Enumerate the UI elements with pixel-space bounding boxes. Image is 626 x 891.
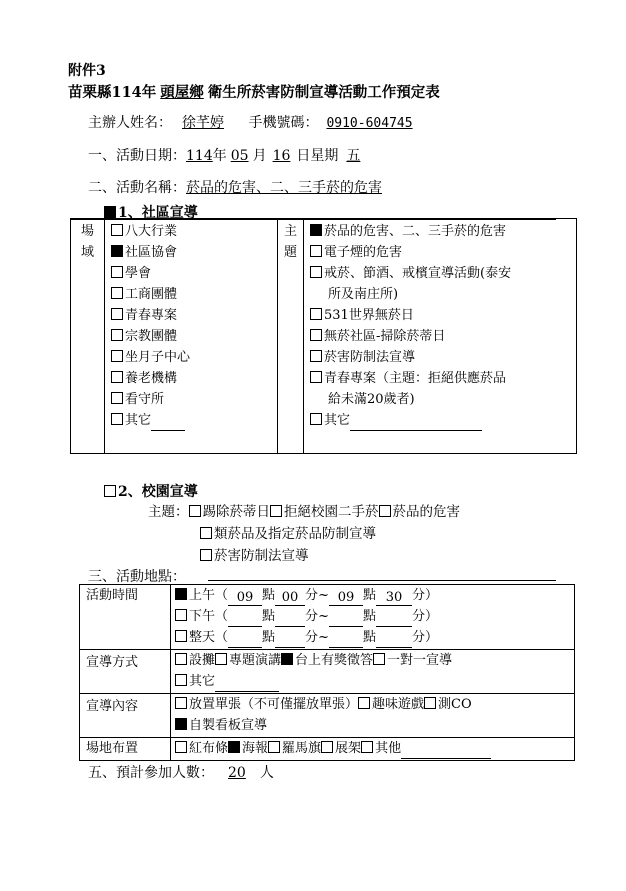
community-table	[70, 218, 577, 454]
time-slot[interactable]	[171, 606, 574, 627]
layout-label-text: 其他	[375, 741, 402, 756]
venue-label-text: 養老機構	[125, 371, 178, 386]
topic-checkbox[interactable]	[310, 245, 322, 257]
topic-checkbox[interactable]	[310, 224, 322, 236]
annex-label: 附件3	[68, 63, 106, 79]
time-slot-checkbox[interactable]	[175, 588, 187, 600]
campus-option-label: 拒絕校園二手菸	[284, 504, 379, 520]
method-other-blank[interactable]	[215, 677, 279, 692]
method-label-text: 一對一宣導	[387, 653, 453, 668]
topic-item[interactable]	[304, 347, 576, 368]
campus-option-label: 踢除菸蒂日	[202, 504, 270, 520]
campus-option-checkbox[interactable]	[379, 505, 391, 517]
topic-label-text: 電子煙的危害	[324, 245, 403, 260]
method-checkbox[interactable]	[175, 674, 187, 686]
venue-item[interactable]	[105, 326, 277, 347]
venue-label-text: 其它	[125, 413, 152, 428]
method-label: 宣導方式	[86, 655, 139, 670]
campus-option-label: 類菸品及指定菸品防制宣導	[214, 526, 376, 542]
topic-label-text: 戒菸、節酒、戒檳宣導活動(泰安	[324, 266, 512, 281]
content-label-text: 測CO	[438, 697, 472, 712]
location-blank[interactable]	[208, 580, 556, 581]
content-checkbox[interactable]	[175, 697, 187, 709]
venue-label-text: 八大行業	[125, 224, 178, 239]
end-hour[interactable]	[329, 611, 363, 627]
method-checkbox[interactable]	[281, 653, 293, 665]
minute-unit: 分	[305, 609, 319, 624]
hour-unit: 點	[362, 609, 376, 624]
venue-item[interactable]	[105, 347, 277, 368]
venue-label-text: 宗教團體	[125, 329, 178, 344]
venue-label-text: 工商團體	[125, 287, 178, 302]
layout-checkbox[interactable]	[175, 741, 187, 753]
activity-name-line: 二、活動名稱：菸品的危害、二、三手菸的危害	[88, 177, 410, 197]
organizer-line: 主辦人姓名： 徐芊婷 手機號碼： 0910-604745	[88, 112, 423, 132]
end-minute[interactable]	[376, 611, 412, 627]
method-checkbox[interactable]	[215, 653, 227, 665]
content-checkbox[interactable]	[358, 697, 370, 709]
time-slot-label: 下午	[189, 609, 216, 624]
hour-unit: 點	[262, 630, 276, 645]
layout-checkbox[interactable]	[268, 741, 280, 753]
topics-list	[304, 219, 577, 454]
minute-unit: 分	[411, 630, 425, 645]
date-day: 16	[272, 148, 291, 164]
date-year: 114	[186, 148, 213, 164]
time-slot-checkbox[interactable]	[175, 630, 187, 642]
layout-options	[171, 738, 575, 761]
date-month: 05	[230, 148, 249, 164]
content-checkbox[interactable]	[424, 697, 436, 709]
layout-checkbox[interactable]	[321, 741, 333, 753]
layout-label-text: 海報	[242, 741, 269, 756]
paren: （	[215, 588, 229, 603]
end-minute[interactable]: 30	[376, 590, 412, 606]
layout-checkbox[interactable]	[361, 741, 373, 753]
time-label: 活動時間	[86, 588, 139, 603]
topic-checkbox[interactable]	[310, 413, 322, 425]
topic-checkbox[interactable]	[310, 266, 322, 278]
venue-item[interactable]	[105, 221, 277, 242]
schedule-table	[79, 584, 575, 761]
venue-item[interactable]	[105, 284, 277, 305]
tilde: ~	[318, 588, 329, 603]
content-label-text: 放置單張（不可僅擺放單張）	[189, 697, 359, 712]
topic-item[interactable]	[304, 326, 576, 347]
layout-label-text: 羅馬旗	[282, 741, 322, 756]
topic-label-text: 531世界無菸日	[324, 308, 414, 323]
topic-label: 主 題	[283, 224, 297, 260]
venue-label: 場 域	[80, 224, 94, 260]
topic-checkbox[interactable]	[310, 350, 322, 362]
venue-item[interactable]	[105, 368, 277, 389]
topic-label-text: 無菸社區-掃除菸蒂日	[324, 329, 446, 344]
venue-label-text: 學會	[125, 266, 152, 281]
layout-checkbox[interactable]	[228, 741, 240, 753]
campus-checkbox[interactable]	[104, 485, 116, 497]
start-hour[interactable]: 09	[228, 590, 262, 606]
venue-label-text: 青春專案	[125, 308, 178, 323]
venues-list	[105, 219, 278, 454]
participants-count: 20	[228, 765, 246, 781]
campus-option-label: 菸品的危害	[392, 504, 460, 520]
activity-name-value: 菸品的危害、二、三手菸的危害	[186, 180, 382, 196]
start-hour[interactable]	[228, 611, 262, 627]
venue-checkbox[interactable]	[111, 329, 123, 341]
layout-label-text: 紅布條	[189, 741, 229, 756]
content-checkbox[interactable]	[175, 718, 187, 730]
topic-other-blank[interactable]	[350, 416, 482, 431]
venue-checkbox[interactable]	[111, 266, 123, 278]
venue-item[interactable]	[105, 305, 277, 326]
venue-item[interactable]	[105, 389, 277, 410]
topic-checkbox[interactable]	[310, 371, 322, 383]
paren: ）	[425, 588, 439, 603]
layout-other-blank[interactable]	[401, 744, 491, 759]
end-hour[interactable]	[329, 632, 363, 648]
topic-label-text: 青春專案（主題：拒絕供應菸品	[324, 371, 507, 386]
venue-item[interactable]	[105, 242, 277, 263]
campus-option-checkbox[interactable]	[189, 505, 201, 517]
topic-item[interactable]	[304, 242, 576, 263]
time-slot[interactable]	[171, 585, 574, 606]
campus-option-checkbox[interactable]	[270, 505, 282, 517]
content-options	[171, 694, 575, 738]
topic-item[interactable]	[304, 263, 576, 284]
topic-checkbox[interactable]	[310, 329, 322, 341]
venue-checkbox[interactable]	[111, 413, 123, 425]
tilde: ~	[318, 630, 329, 645]
method-options	[171, 650, 575, 694]
organizer-phone: 0910-604745	[326, 116, 413, 131]
venue-checkbox[interactable]	[111, 371, 123, 383]
start-minute[interactable]	[275, 611, 305, 627]
hour-unit: 點	[262, 609, 276, 624]
organizer-name: 徐芊婷	[182, 115, 224, 131]
method-label-text: 其它	[189, 674, 216, 689]
minute-unit: 分	[411, 588, 425, 603]
venue-checkbox[interactable]	[111, 287, 123, 299]
venue-item[interactable]	[105, 410, 277, 431]
time-slots	[171, 585, 575, 650]
topic-label-text: 其它	[324, 413, 351, 428]
venue-item[interactable]	[105, 263, 277, 284]
content-label-text: 自製看板宣導	[189, 718, 268, 733]
paren: ）	[425, 609, 439, 624]
hour-unit: 點	[362, 630, 376, 645]
venue-label-text: 坐月子中心	[125, 350, 191, 365]
participants-line: 五、預計參加人數： 20 人	[88, 765, 274, 781]
time-slot-label: 上午	[189, 588, 216, 603]
minute-unit: 分	[411, 609, 425, 624]
venue-other-blank[interactable]	[151, 416, 185, 431]
venue-checkbox[interactable]	[111, 392, 123, 404]
date-line: 一、活動日期：114年 05 月 16 日星期 五	[88, 145, 368, 165]
topic-label-text: 菸害防制法宣導	[324, 350, 416, 365]
venue-label-text: 看守所	[125, 392, 165, 407]
minute-unit: 分	[305, 588, 319, 603]
campus-heading: 2、校園宣導	[104, 481, 198, 501]
start-minute[interactable]: 00	[275, 590, 305, 606]
campus-option-checkbox[interactable]	[200, 527, 212, 539]
topic-label-text: 給未滿20歲者)	[328, 392, 415, 407]
topic-item-continued	[304, 389, 576, 410]
start-hour[interactable]	[228, 632, 262, 648]
method-checkbox[interactable]	[175, 653, 187, 665]
method-label-text: 專題演講	[229, 653, 282, 668]
start-minute[interactable]	[275, 632, 305, 648]
topic-checkbox[interactable]	[310, 308, 322, 320]
method-label-text: 設攤	[189, 653, 216, 668]
community-heading: 1、社區宣導	[104, 202, 198, 222]
hour-unit: 點	[262, 588, 276, 603]
venue-checkbox[interactable]	[111, 245, 123, 257]
paren: ）	[425, 630, 439, 645]
community-checkbox[interactable]	[104, 206, 116, 218]
venue-label-text: 社區協會	[125, 245, 178, 260]
time-slot-checkbox[interactable]	[175, 609, 187, 621]
paren: （	[215, 609, 229, 624]
time-slot-label: 整天	[189, 630, 216, 645]
content-label: 宣導內容	[86, 699, 139, 714]
topic-item[interactable]	[304, 221, 576, 242]
page-title: 苗栗縣114年 頭屋鄉 衛生所菸害防制宣導活動工作預定表	[68, 84, 440, 101]
campus-option-checkbox[interactable]	[200, 549, 212, 561]
hour-unit: 點	[362, 588, 376, 603]
method-label-text: 台上有獎徵答	[295, 653, 374, 668]
topic-label-text: 所及南庄所)	[328, 287, 399, 302]
topic-label-text: 菸品的危害、二、三手菸的危害	[324, 224, 507, 239]
date-weekday: 五	[346, 148, 361, 164]
method-checkbox[interactable]	[373, 653, 385, 665]
end-hour[interactable]: 09	[329, 590, 363, 606]
end-minute[interactable]	[376, 632, 412, 648]
venue-checkbox[interactable]	[111, 350, 123, 362]
layout-label: 場地布置	[86, 741, 139, 756]
topic-item[interactable]	[304, 305, 576, 326]
topic-item-continued	[304, 284, 576, 305]
content-label-text: 趣味遊戲	[372, 697, 425, 712]
campus-topics: 主題： 踢除菸蒂日 拒絕校園二手菸 菸品的危害 類菸品及指定菸品防制宣導 菸害防制法宣導	[148, 504, 460, 564]
tilde: ~	[318, 609, 329, 624]
topic-item[interactable]	[304, 368, 576, 389]
minute-unit: 分	[305, 630, 319, 645]
township-value: 頭屋鄉	[160, 84, 204, 101]
venue-checkbox[interactable]	[111, 308, 123, 320]
venue-checkbox[interactable]	[111, 224, 123, 236]
location-line: 三、活動地點：	[88, 569, 186, 585]
layout-label-text: 展架	[335, 741, 362, 756]
campus-option-label: 菸害防制法宣導	[214, 548, 309, 564]
paren: （	[215, 630, 229, 645]
time-slot[interactable]	[171, 627, 574, 648]
topic-item[interactable]	[304, 410, 576, 431]
